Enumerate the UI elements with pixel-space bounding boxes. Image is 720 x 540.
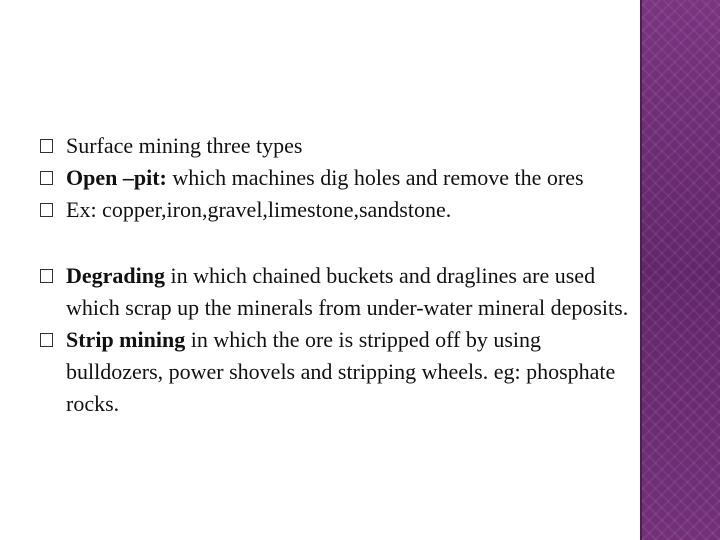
square-bullet-icon xyxy=(40,171,53,185)
list-item xyxy=(40,130,630,162)
square-bullet-icon xyxy=(40,269,53,283)
item-term: Open –pit: xyxy=(66,165,167,190)
square-bullet-icon xyxy=(40,333,53,347)
item-text: which machines dig holes and remove the ores xyxy=(166,165,584,190)
square-bullet-icon xyxy=(40,139,53,153)
decorative-side-band xyxy=(642,0,720,540)
item-term: Degrading xyxy=(66,263,165,288)
list-item xyxy=(40,194,630,226)
list-item xyxy=(40,260,630,324)
list-item xyxy=(40,162,630,194)
bullet-list xyxy=(40,130,630,420)
item-text: in which the ore is stripped off by using bulldozers, power shovels and stripping wheels. eg: phosphate rocks. xyxy=(66,327,616,416)
spacer xyxy=(40,226,630,260)
item-text: in which chained buckets and draglines are used which scrap up the minerals from under-water mineral deposits. xyxy=(66,263,629,320)
item-text: Ex: copper,iron,gravel,limestone,sandstone. xyxy=(66,197,452,222)
list-item xyxy=(40,324,630,420)
item-term: Strip mining xyxy=(66,327,186,352)
square-bullet-icon xyxy=(40,203,53,217)
item-text: Surface mining three types xyxy=(66,133,303,158)
